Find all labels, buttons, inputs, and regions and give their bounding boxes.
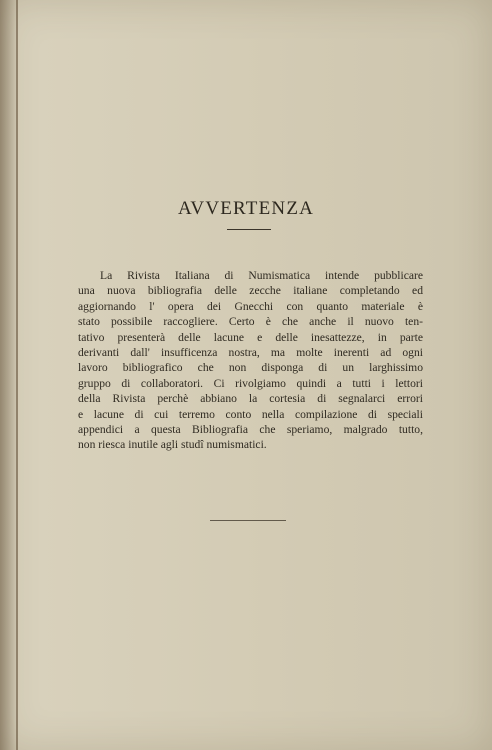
body-line: tativo presenterà delle lacune e delle inesattezze, in parte <box>78 330 423 344</box>
end-divider <box>210 520 286 521</box>
body-line: derivanti dall' insufficenza nostra, ma molte inerenti ad ogni <box>78 346 423 360</box>
body-line: gruppo di collaboratori. Ci rivolgiamo quindi a tutti i lettori <box>78 376 423 390</box>
body-line: appendici a questa Bibliografia che speriamo, malgrado tutto, <box>78 423 423 437</box>
body-line: e lacune di cui terremo conto nella compilazione di speciali <box>78 407 423 421</box>
body-line: una nuova bibliografia delle zecche italiane completando ed <box>78 284 423 298</box>
body-line: La Rivista Italiana di Numismatica intende pubblicare <box>100 269 423 282</box>
body-line: aggiornando l' opera dei Gnecchi con quanto materiale è <box>78 299 423 313</box>
body-line: stato possibile raccogliere. Certo è che anche il nuovo ten- <box>78 315 423 329</box>
body-line: non riesca inutile agli studî numismatici. <box>78 438 267 452</box>
page-title: AVVERTENZA <box>177 198 315 219</box>
body-paragraph <box>78 268 423 453</box>
title-divider <box>227 229 271 230</box>
binding-shadow <box>0 0 16 750</box>
binding-edge <box>16 0 18 750</box>
body-line: lavoro bibliografico che non disponga di un larghissimo <box>78 361 423 375</box>
body-line: della Rivista perchè abbiano la cortesia di segnalarci errori <box>78 392 423 406</box>
